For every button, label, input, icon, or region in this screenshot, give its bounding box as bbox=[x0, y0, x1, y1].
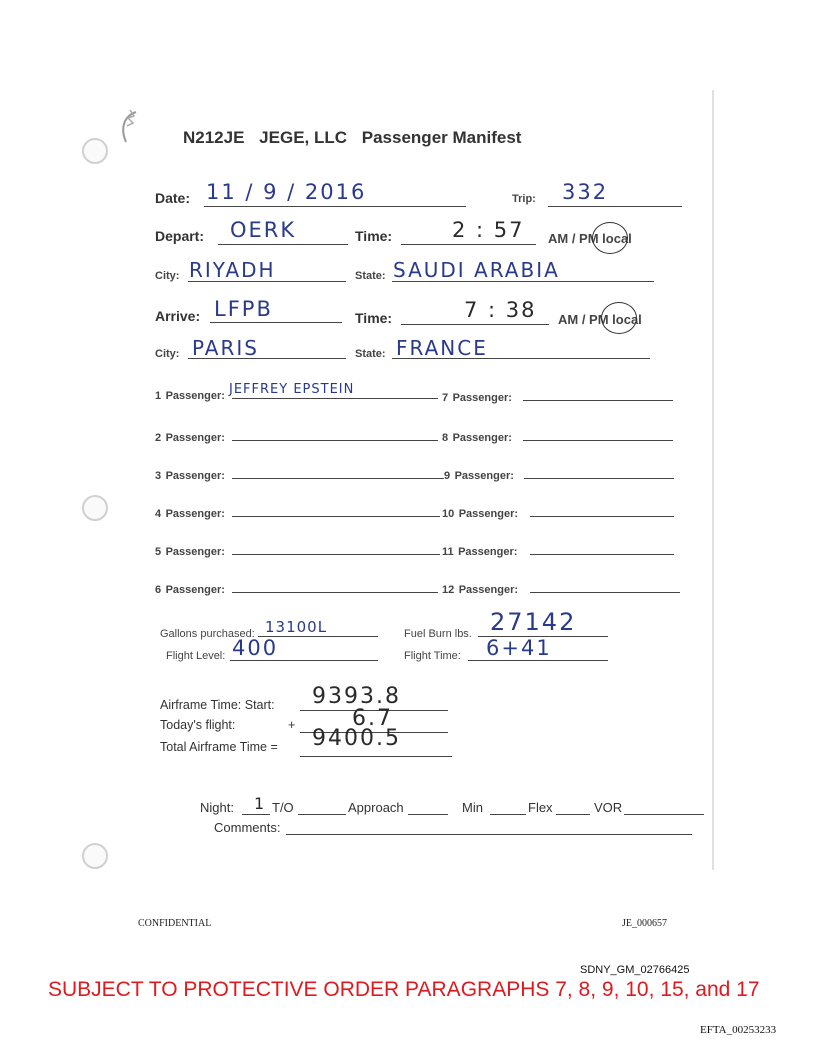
company-name: JEGE, LLC bbox=[259, 128, 348, 147]
passenger-row bbox=[155, 580, 225, 598]
passenger-line bbox=[530, 592, 680, 593]
depart-city-label: City: bbox=[155, 270, 180, 282]
trip-label: Trip: bbox=[512, 193, 536, 205]
arrive-value: LFPB bbox=[214, 297, 273, 321]
manifest-title bbox=[183, 128, 531, 148]
total-airframe-label: Total Airframe Time = bbox=[160, 740, 278, 754]
page-edge-line bbox=[712, 90, 714, 870]
passenger-label: Passenger: bbox=[165, 470, 225, 482]
flight-level-line bbox=[230, 660, 378, 661]
efta-number: EFTA_00253233 bbox=[700, 1024, 777, 1036]
binder-hole-bottom bbox=[82, 843, 108, 869]
arrive-city-value: PARIS bbox=[192, 336, 259, 360]
depart-value: OERK bbox=[230, 218, 297, 242]
passenger-row bbox=[442, 542, 517, 560]
vor-line bbox=[624, 814, 704, 815]
fuel-burn-value: 27142 bbox=[490, 608, 577, 636]
passenger-row bbox=[444, 466, 514, 484]
arrive-time-value: 7 : 38 bbox=[464, 298, 537, 322]
sdny-bates-number: SDNY_GM_02766425 bbox=[580, 964, 690, 976]
passenger-label: Passenger: bbox=[458, 584, 519, 596]
vor-label: VOR bbox=[594, 800, 623, 815]
arrive-state-label: State: bbox=[355, 348, 386, 360]
passenger-line bbox=[523, 440, 673, 441]
passenger-label: Passenger: bbox=[458, 508, 519, 520]
gallons-label: Gallons purchased: bbox=[160, 628, 255, 640]
depart-time-value: 2 : 57 bbox=[452, 218, 525, 242]
passenger-number: 1 bbox=[155, 390, 162, 402]
passenger-line bbox=[232, 398, 438, 399]
passenger-row bbox=[442, 388, 512, 406]
total-airframe-line bbox=[300, 756, 452, 757]
todays-flight-label: Today's flight: bbox=[160, 718, 236, 732]
passenger-row bbox=[442, 580, 518, 598]
passenger-row bbox=[155, 504, 225, 522]
passenger-number: 9 bbox=[444, 470, 451, 482]
passenger-label: Passenger: bbox=[452, 432, 512, 444]
passenger-number: 3 bbox=[155, 470, 162, 482]
date-label: Date: bbox=[155, 190, 191, 206]
to-line bbox=[298, 814, 346, 815]
arrive-time-label: Time: bbox=[355, 310, 393, 326]
depart-state-label: State: bbox=[355, 270, 386, 282]
night-label: Night: bbox=[200, 800, 234, 815]
flight-time-label: Flight Time: bbox=[404, 650, 461, 662]
depart-label: Depart: bbox=[155, 228, 205, 244]
document-title: Passenger Manifest bbox=[361, 128, 522, 147]
passenger-label: Passenger: bbox=[165, 390, 225, 402]
passenger-number: 5 bbox=[155, 546, 162, 558]
arrive-label: Arrive: bbox=[155, 308, 201, 324]
passenger-number: 11 bbox=[442, 546, 454, 558]
binder-hole-middle bbox=[82, 495, 108, 521]
passenger-name: JEFFREY EPSTEIN bbox=[229, 382, 355, 397]
arrive-line bbox=[210, 322, 342, 323]
passenger-line bbox=[232, 554, 440, 555]
staple-mark-icon bbox=[116, 108, 146, 148]
passenger-row bbox=[442, 504, 518, 522]
arrive-time-line bbox=[401, 324, 549, 325]
depart-pm-circle bbox=[592, 222, 628, 254]
min-line bbox=[490, 814, 526, 815]
passenger-row bbox=[155, 386, 225, 404]
passenger-label: Passenger: bbox=[165, 584, 225, 596]
binder-hole-top bbox=[82, 138, 108, 164]
to-label: T/O bbox=[272, 800, 294, 815]
night-line bbox=[242, 814, 270, 815]
arrive-city-label: City: bbox=[155, 348, 180, 360]
passenger-label: Passenger: bbox=[165, 546, 225, 558]
date-line bbox=[204, 206, 466, 207]
airframe-start-value: 9393.8 bbox=[312, 684, 401, 709]
passenger-label: Passenger: bbox=[165, 432, 225, 444]
passenger-row bbox=[155, 466, 225, 484]
total-airframe-value: 9400.5 bbox=[312, 726, 401, 751]
approach-line bbox=[408, 814, 448, 815]
passenger-number: 10 bbox=[442, 508, 455, 520]
flight-time-value: 6+41 bbox=[486, 636, 552, 660]
depart-state-value: SAUDI ARABIA bbox=[393, 258, 560, 282]
passenger-line bbox=[530, 554, 674, 555]
depart-line bbox=[218, 244, 348, 245]
depart-time-label: Time: bbox=[355, 228, 393, 244]
arrive-state-value: FRANCE bbox=[396, 336, 488, 360]
passenger-line bbox=[524, 478, 674, 479]
passenger-line bbox=[232, 592, 438, 593]
depart-am-pm-local: AM / PM local bbox=[548, 231, 632, 246]
passenger-line bbox=[232, 478, 444, 479]
passenger-line bbox=[530, 516, 674, 517]
tail-number: N212JE bbox=[183, 128, 245, 147]
fuel-burn-label: Fuel Burn lbs. bbox=[404, 628, 472, 640]
arrive-pm-circle bbox=[601, 302, 637, 334]
gallons-value: 13100L bbox=[265, 618, 328, 636]
passenger-number: 2 bbox=[155, 432, 162, 444]
flight-time-line bbox=[468, 660, 608, 661]
passenger-row bbox=[155, 542, 225, 560]
airframe-start-label: Airframe Time: Start: bbox=[160, 698, 275, 712]
flight-level-label: Flight Level: bbox=[166, 650, 226, 662]
je-bates-number: JE_000657 bbox=[622, 918, 667, 929]
passenger-number: 4 bbox=[155, 508, 162, 520]
passenger-row bbox=[155, 428, 225, 446]
trip-line bbox=[548, 206, 682, 207]
min-label: Min bbox=[462, 800, 483, 815]
flex-line bbox=[556, 814, 590, 815]
flex-label: Flex bbox=[528, 800, 553, 815]
passenger-number: 7 bbox=[442, 392, 449, 404]
passenger-number: 6 bbox=[155, 584, 162, 596]
passenger-label: Passenger: bbox=[452, 392, 512, 404]
passenger-row bbox=[442, 428, 512, 446]
approach-label: Approach bbox=[348, 800, 404, 815]
depart-time-line bbox=[401, 244, 536, 245]
protective-order-notice: SUBJECT TO PROTECTIVE ORDER PARAGRAPHS 7, 8, 9, 10, 15, and 17 bbox=[48, 978, 760, 1001]
depart-city-value: RIYADH bbox=[189, 258, 276, 282]
date-value: 11 / 9 / 2016 bbox=[206, 180, 367, 204]
comments-label: Comments: bbox=[214, 820, 281, 835]
passenger-label: Passenger: bbox=[165, 508, 225, 520]
trip-value: 332 bbox=[562, 180, 609, 204]
confidential-label: CONFIDENTIAL bbox=[138, 918, 212, 929]
night-value: 1 bbox=[254, 794, 267, 813]
passenger-line bbox=[232, 516, 440, 517]
arrive-am-pm-local: AM / PM local bbox=[558, 312, 642, 327]
passenger-label: Passenger: bbox=[454, 470, 514, 482]
passenger-number: 12 bbox=[442, 584, 455, 596]
plus-sign: + bbox=[288, 718, 296, 732]
flight-level-value: 400 bbox=[232, 636, 279, 660]
passenger-line bbox=[523, 400, 673, 401]
passenger-label: Passenger: bbox=[458, 546, 518, 558]
comments-line bbox=[286, 834, 692, 835]
passenger-number: 8 bbox=[442, 432, 449, 444]
passenger-line bbox=[232, 440, 438, 441]
todays-flight-value: 6.7 bbox=[352, 706, 393, 731]
